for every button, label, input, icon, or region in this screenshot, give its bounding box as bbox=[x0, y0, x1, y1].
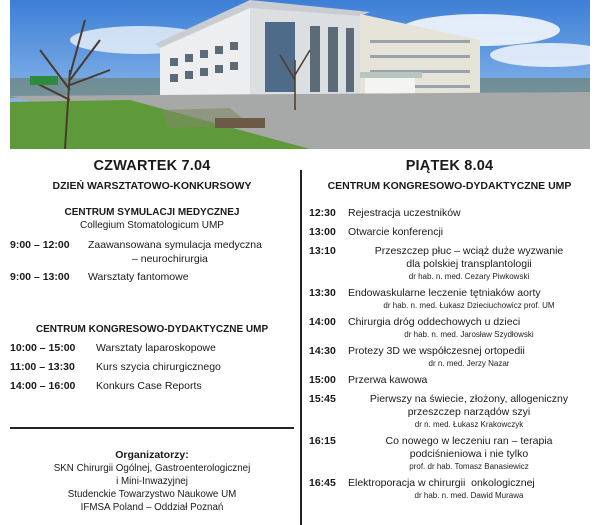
item-time: 12:30 bbox=[309, 207, 336, 219]
item-title: Co nowego w leczeniu ran – terapia bbox=[385, 435, 553, 447]
schedule-item bbox=[309, 435, 590, 472]
friday-column bbox=[309, 156, 590, 525]
item-title: Rejestracja uczestników bbox=[348, 207, 461, 219]
schedule-item bbox=[309, 316, 590, 340]
item-speaker: dr hab. n. med. Dawid Murawa bbox=[414, 491, 524, 500]
item-description: Warsztaty fantomowe bbox=[88, 271, 189, 283]
item-title: Przeszczep płuc – wciąż duże wyzwanie bbox=[374, 245, 564, 257]
item-title: Protezy 3D we współczesnej ortopedii bbox=[348, 345, 525, 357]
item-time: 11:00 – 13:30 bbox=[10, 361, 75, 373]
item-description: Zaawansowana symulacja medyczna – neurochirurgia bbox=[88, 239, 262, 265]
item-time: 14:00 – 16:00 bbox=[10, 380, 76, 392]
item-time: 10:00 – 15:00 bbox=[10, 342, 76, 354]
section-subtitle-simulation: Collegium Stomatologicum UMP bbox=[80, 220, 224, 231]
item-time: 16:45 bbox=[309, 477, 336, 489]
schedule-item bbox=[309, 287, 590, 311]
day-title-thursday: CZWARTEK 7.04 bbox=[93, 158, 211, 174]
section-title-congress: CENTRUM KONGRESOWO-DYDAKTYCZNE UMP bbox=[35, 324, 269, 335]
organizers-heading: Organizatorzy: bbox=[115, 449, 189, 461]
item-title: podciśnieniowa i nie tylko bbox=[409, 448, 529, 460]
item-time: 14:30 bbox=[309, 345, 336, 357]
schedule-item bbox=[10, 360, 294, 374]
item-title: przeszczep narządów szyi bbox=[407, 406, 531, 418]
thursday-column bbox=[10, 156, 294, 525]
item-speaker: dr hab. n. med. Cezary Piwkowski bbox=[408, 272, 530, 281]
section-title-simulation: CENTRUM SYMULACJI MEDYCZNEJ bbox=[64, 207, 240, 218]
item-speaker: dr n. med. Łukasz Krakowczyk bbox=[414, 420, 524, 429]
item-time: 15:00 bbox=[309, 374, 336, 386]
header-photo bbox=[10, 0, 590, 149]
schedule-item bbox=[309, 374, 590, 387]
item-time: 14:00 bbox=[309, 316, 336, 328]
column-divider bbox=[300, 170, 302, 525]
item-speaker: dr n. med. Jerzy Nazar bbox=[428, 359, 510, 368]
item-speaker: dr hab. n. med. Łukasz Dzieciuchowicz prof. UM bbox=[383, 301, 555, 310]
organizer-line: i Mini-Inwazyjnej bbox=[116, 476, 188, 487]
item-time: 13:00 bbox=[309, 226, 336, 238]
item-title: Elektroporacja w chirurgii onkologicznej bbox=[348, 477, 535, 489]
item-time: 9:00 – 12:00 bbox=[10, 239, 70, 251]
schedule-item bbox=[309, 207, 590, 220]
item-title: dla polskiej transplantologii bbox=[406, 258, 532, 270]
item-time: 9:00 – 13:00 bbox=[10, 271, 70, 283]
item-speaker: prof. dr hab. Tomasz Banasiewicz bbox=[409, 462, 529, 471]
item-title: Endowaskularne leczenie tętniaków aorty bbox=[348, 287, 541, 299]
schedule-item bbox=[10, 270, 294, 284]
item-time: 13:10 bbox=[309, 245, 336, 257]
schedule-item bbox=[309, 477, 590, 501]
organizer-line: IFMSA Poland – Oddział Poznań bbox=[80, 502, 224, 513]
schedule-item bbox=[10, 379, 294, 393]
item-title: Przerwa kawowa bbox=[348, 374, 428, 386]
schedule-item bbox=[309, 245, 590, 282]
schedule-item bbox=[10, 238, 294, 266]
item-title: Otwarcie konferencji bbox=[348, 226, 444, 238]
item-time: 13:30 bbox=[309, 287, 336, 299]
day-subtitle-thursday: DZIEŃ WARSZTATOWO-KONKURSOWY bbox=[52, 180, 252, 192]
item-speaker: dr hab. n. med. Jarosław Szydłowski bbox=[404, 330, 534, 339]
organizers-block bbox=[10, 449, 294, 514]
schedule-item bbox=[10, 341, 294, 355]
day-title-friday: PIĄTEK 8.04 bbox=[405, 158, 494, 174]
item-time: 16:15 bbox=[309, 435, 336, 447]
item-time: 15:45 bbox=[309, 393, 336, 405]
schedule-item bbox=[309, 226, 590, 239]
day-subtitle-friday: CENTRUM KONGRESOWO-DYDAKTYCZNE UMP bbox=[327, 180, 572, 192]
item-description: Warsztaty laparoskopowe bbox=[96, 342, 216, 354]
organizers-divider bbox=[10, 427, 294, 429]
schedule-item bbox=[309, 345, 590, 369]
campus-building-illustration bbox=[10, 0, 590, 149]
item-title: Chirurgia dróg oddechowych u dzieci bbox=[348, 316, 521, 328]
schedule-item bbox=[309, 393, 590, 430]
item-description: Kurs szycia chirurgicznego bbox=[96, 361, 221, 373]
organizer-line: Studenckie Towarzystwo Naukowe UM bbox=[67, 489, 237, 500]
item-description: Konkurs Case Reports bbox=[96, 380, 202, 392]
item-title: Pierwszy na świecie, złożony, allogeniczny bbox=[369, 393, 569, 405]
organizer-line: SKN Chirurgii Ogólnej, Gastroenterologicznej bbox=[53, 463, 251, 474]
